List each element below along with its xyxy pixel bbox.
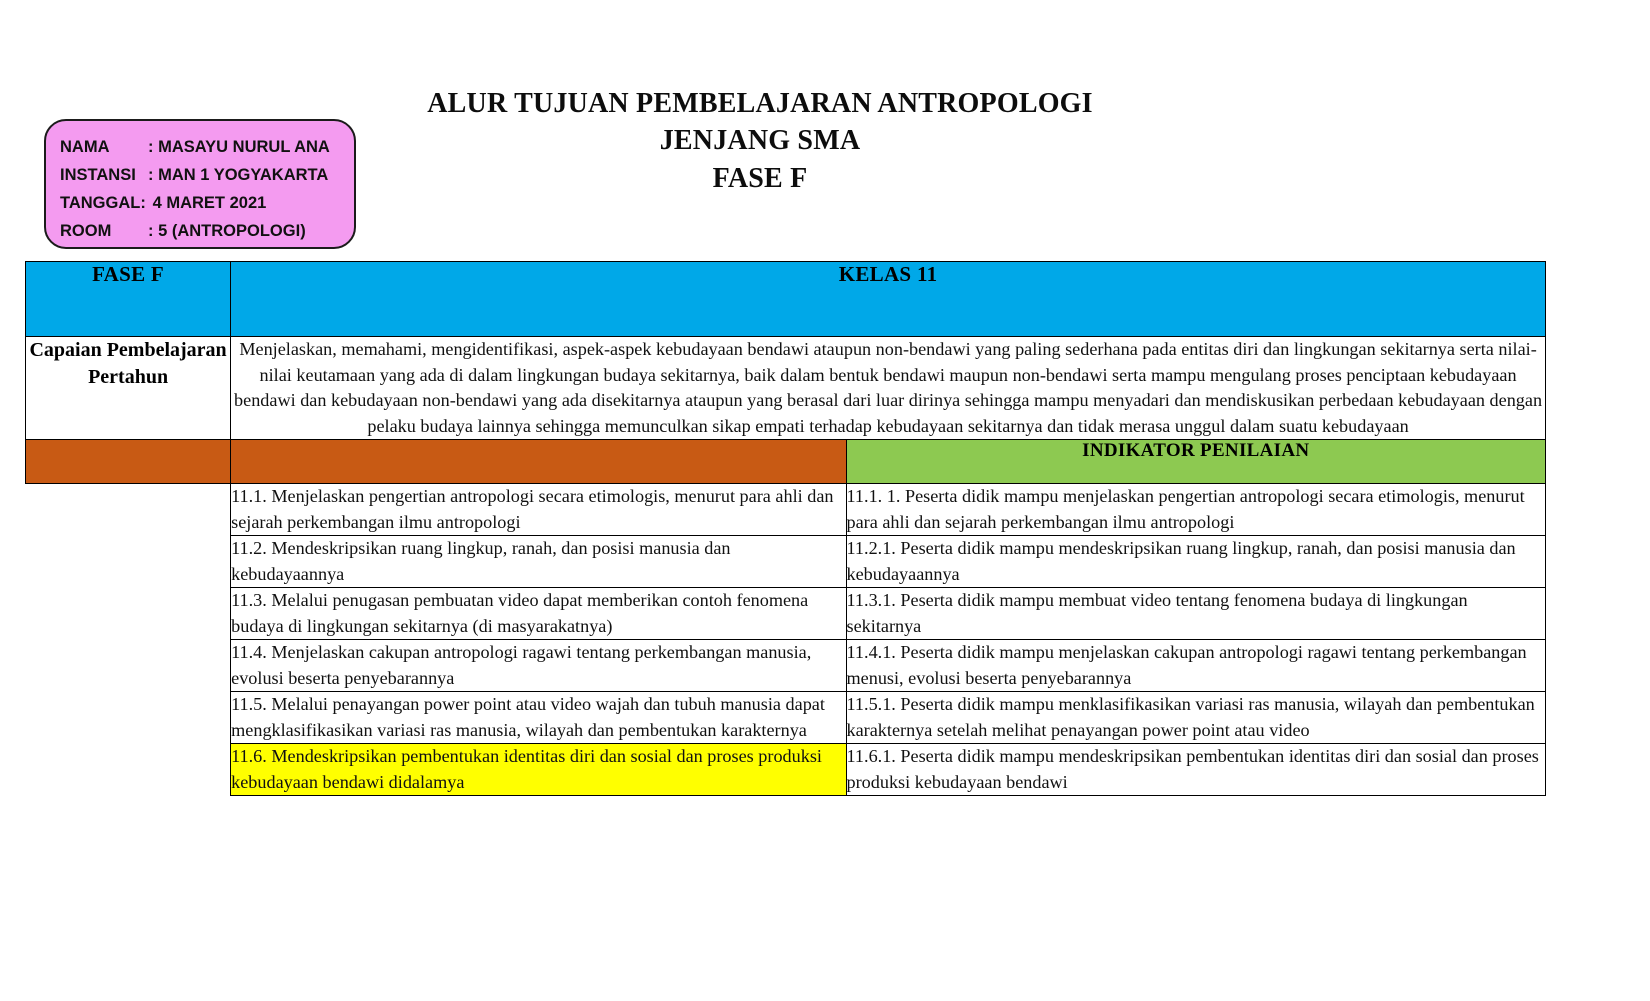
info-value-nama: MASAYU NURUL ANA: [158, 138, 330, 156]
atp-table: [25, 261, 1546, 796]
indikator-cell: 11.3.1. Peserta didik mampu membuat video tentang fenomena budaya di lingkungan sekitarnya: [846, 588, 1545, 640]
indikator-cell: 11.4.1. Peserta didik mampu menjelaskan cakupan antropologi ragawi tentang perkembangan menusi, evolusi beserta penyebarannya: [846, 640, 1545, 692]
row-spacer-cell: [26, 640, 231, 692]
indikator-cell: 11.2.1. Peserta didik mampu mendeskripsikan ruang lingkup, ranah, dan posisi manusia dan kebudayaannya: [846, 536, 1545, 588]
info-value-instansi: MAN 1 YOGYAKARTA: [158, 166, 329, 184]
table-row: [26, 744, 1546, 796]
table-row: [26, 484, 1546, 536]
tujuan-cell-highlighted: 11.6. Mendeskripsikan pembentukan identitas diri dan sosial dan proses produksi kebudayaan bendawi didalamya: [231, 744, 846, 796]
indikator-cell: 11.6.1. Peserta didik mampu mendeskripsikan pembentukan identitas diri dan sosial dan proses produksi kebudayaan bendawi: [846, 744, 1545, 796]
tujuan-cell: 11.2. Mendeskripsikan ruang lingkup, ranah, dan posisi manusia dan kebudayaannya: [231, 536, 846, 588]
band-cell-tujuan: [231, 440, 846, 484]
document-title-block: [380, 86, 1140, 198]
indikator-cell: 11.5.1. Peserta didik mampu menklasifikasikan variasi ras manusia, wilayah dan pembentukan karakternya setelah melihat penayangan power point atau video: [846, 692, 1545, 744]
capaian-row: [26, 337, 1546, 440]
info-row-tanggal: [60, 189, 354, 217]
page-title-line-2: JENJANG SMA: [659, 125, 861, 156]
info-label-room: ROOM: [60, 222, 112, 240]
info-row-room: [60, 217, 354, 245]
row-spacer-cell: [26, 536, 231, 588]
header-cell-fase: FASE F: [26, 262, 231, 337]
band-cell-left: [26, 440, 231, 484]
info-label-nama: NAMA: [60, 138, 110, 156]
info-separator-nama: :: [148, 138, 159, 156]
page-title-line-3: FASE F: [712, 163, 808, 194]
table-row: [26, 640, 1546, 692]
info-value-tanggal: 4 MARET 2021: [152, 194, 267, 212]
info-row-nama: [60, 133, 354, 161]
info-row-instansi: [60, 161, 354, 189]
row-spacer-cell: [26, 744, 231, 796]
capaian-text-cell: Menjelaskan, memahami, mengidentifikasi, aspek-aspek kebudayaan bendawi ataupun non-bendawi yang paling sederhana pada entitas diri dan lingkungan sekitarnya serta nilai-nilai keutamaan yang ada di dalam lingkungan budaya sekitarnya, baik dalam bentuk bendawi maupun non-bendawi serta mampu mengulang proses penciptaan kebudayaan bendawi dan kebudayaan non-bendawi yang ada disekitarnya ataupun yang berasal dari luar dirinya sehingga mampu menyadari dan mendiskusikan perbedaan kebudayaan dengan pelaku budaya lainnya sehingga memunculkan sikap empati terhadap kebudayaan sekitarnya dan tidak merasa unggul dalam suatu kebudayaan: [231, 337, 1546, 440]
row-spacer-cell: [26, 692, 231, 744]
header-cell-kelas: KELAS 11: [231, 262, 1546, 337]
band-cell-indikator: INDIKATOR PENILAIAN: [846, 440, 1545, 484]
row-spacer-cell: [26, 484, 231, 536]
tujuan-cell: 11.3. Melalui penugasan pembuatan video dapat memberikan contoh fenomena budaya di lingkungan sekitarnya (di masyarakatnya): [231, 588, 846, 640]
table-row: [26, 588, 1546, 640]
author-info-box: [44, 119, 356, 249]
info-value-room: 5 (ANTROPOLOGI: [158, 222, 301, 240]
row-spacer-cell: [26, 588, 231, 640]
table-row: [26, 692, 1546, 744]
indikator-cell: 11.1. 1. Peserta didik mampu menjelaskan pengertian antropologi secara etimologis, menurut para ahli dan sejarah perkembangan ilmu antropologi: [846, 484, 1545, 536]
info-label-instansi: INSTANSI: [60, 166, 136, 184]
info-label-tanggal: TANGGAL:: [60, 194, 146, 212]
tujuan-cell: 11.5. Melalui penayangan power point atau video wajah dan tubuh manusia dapat mengklasifikasikan variasi ras manusia, wilayah dan pembentukan karakternya: [231, 692, 846, 744]
info-separator-instansi: :: [148, 166, 159, 184]
capaian-label-cell: Capaian Pembelajaran Pertahun: [26, 337, 231, 440]
tujuan-cell: 11.1. Menjelaskan pengertian antropologi secara etimologis, menurut para ahli dan sejarah perkembangan ilmu antropologi: [231, 484, 846, 536]
table-header-row: [26, 262, 1546, 337]
table-row: [26, 536, 1546, 588]
page-title-line-1: ALUR TUJUAN PEMBELAJARAN ANTROPOLOGI: [427, 88, 1093, 119]
band-row: [26, 440, 1546, 484]
tujuan-cell: 11.4. Menjelaskan cakupan antropologi ragawi tentang perkembangan manusia, evolusi beserta penyebarannya: [231, 640, 846, 692]
info-suffix-room: ): [300, 222, 306, 240]
info-separator-room: :: [148, 222, 159, 240]
